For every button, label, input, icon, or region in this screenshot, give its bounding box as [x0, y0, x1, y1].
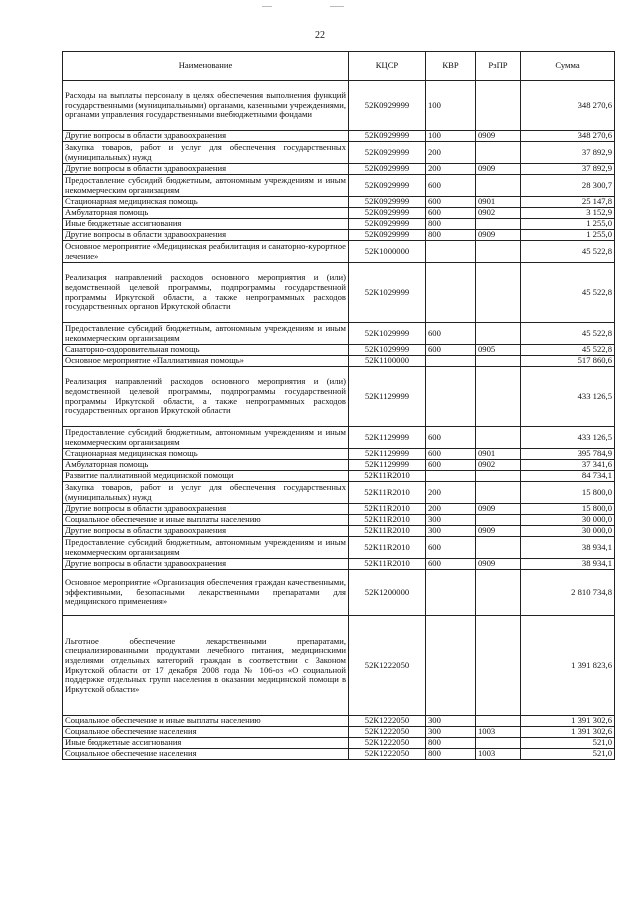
row-name: Расходы на выплаты персоналу в целях обеспечения выполнения функций государственными (муниципальными) органами, казенными учреждениями, органами управления государственными внебюджетными фондами — [63, 81, 349, 131]
row-name: Основное мероприятие «Медицинская реабилитация и санаторно-курортное лечение» — [63, 241, 349, 263]
row-rzpr: 0901 — [476, 449, 521, 460]
row-kcsr: 52К1222050 — [349, 749, 426, 760]
row-sum: 521,0 — [521, 738, 615, 749]
row-kcsr: 52К11R2010 — [349, 482, 426, 504]
table-row — [63, 197, 615, 208]
table-row — [63, 504, 615, 515]
row-name: Социальное обеспечение и иные выплаты населению — [63, 515, 349, 526]
row-rzpr: 0909 — [476, 230, 521, 241]
row-sum: 348 270,6 — [521, 131, 615, 142]
row-sum: 37 892,9 — [521, 164, 615, 175]
row-kvr: 800 — [426, 738, 476, 749]
row-sum: 15 800,0 — [521, 482, 615, 504]
table-row — [63, 345, 615, 356]
header-name: Наименование — [63, 52, 349, 81]
row-name: Санаторно-оздоровительная помощь — [63, 345, 349, 356]
row-kvr: 100 — [426, 131, 476, 142]
scan-artifact — [330, 6, 344, 7]
table-row — [63, 427, 615, 449]
row-name: Иные бюджетные ассигнования — [63, 219, 349, 230]
header-rzpr: РзПР — [476, 52, 521, 81]
row-kcsr: 52К1129999 — [349, 367, 426, 427]
row-kvr: 600 — [426, 427, 476, 449]
table-row — [63, 727, 615, 738]
row-kcsr: 52К11R2010 — [349, 504, 426, 515]
row-sum: 38 934,1 — [521, 559, 615, 570]
row-sum: 25 147,8 — [521, 197, 615, 208]
row-name: Предоставление субсидий бюджетным, автономным учреждениям и иным некоммерческим организациям — [63, 537, 349, 559]
row-name: Реализация направлений расходов основного мероприятия и (или) ведомственной целевой программы, подпрограммы государственной программы Иркутской области, а также непрограммных расходов государственных органов Иркутской области — [63, 367, 349, 427]
row-kcsr: 52К1222050 — [349, 616, 426, 716]
row-rzpr — [476, 356, 521, 367]
row-kcsr: 52К0929999 — [349, 131, 426, 142]
row-kvr — [426, 263, 476, 323]
row-rzpr — [476, 241, 521, 263]
table-row — [63, 537, 615, 559]
table-row — [63, 515, 615, 526]
table-row — [63, 142, 615, 164]
row-name: Развитие паллиативной медицинской помощи — [63, 471, 349, 482]
row-sum: 45 522,8 — [521, 345, 615, 356]
row-rzpr — [476, 142, 521, 164]
row-kvr — [426, 570, 476, 616]
row-rzpr — [476, 367, 521, 427]
table-row — [63, 559, 615, 570]
row-name: Амбулаторная помощь — [63, 460, 349, 471]
row-name: Социальное обеспечение населения — [63, 727, 349, 738]
row-kcsr: 52К1029999 — [349, 323, 426, 345]
row-rzpr: 0909 — [476, 526, 521, 537]
row-sum: 30 000,0 — [521, 526, 615, 537]
row-sum: 45 522,8 — [521, 323, 615, 345]
row-kvr: 100 — [426, 81, 476, 131]
row-name: Основное мероприятие «Организация обеспечения граждан качественными, эффективными, безопасными лекарственными препаратами для медицинского применения» — [63, 570, 349, 616]
table-row — [63, 356, 615, 367]
row-kcsr: 52К0929999 — [349, 197, 426, 208]
header-kcsr: КЦСР — [349, 52, 426, 81]
row-kvr: 200 — [426, 482, 476, 504]
row-rzpr: 1003 — [476, 749, 521, 760]
row-name: Другие вопросы в области здравоохранения — [63, 131, 349, 142]
row-sum: 28 300,7 — [521, 175, 615, 197]
table-row — [63, 131, 615, 142]
table-row — [63, 219, 615, 230]
row-kvr: 300 — [426, 526, 476, 537]
row-kvr: 200 — [426, 504, 476, 515]
row-kcsr: 52К11R2010 — [349, 515, 426, 526]
row-kvr: 600 — [426, 460, 476, 471]
row-kcsr: 52К0929999 — [349, 164, 426, 175]
row-rzpr — [476, 219, 521, 230]
row-kcsr: 52К1029999 — [349, 263, 426, 323]
row-name: Основное мероприятие «Паллиативная помощь» — [63, 356, 349, 367]
table-row — [63, 749, 615, 760]
row-kcsr: 52К1222050 — [349, 738, 426, 749]
row-kcsr: 52К0929999 — [349, 142, 426, 164]
row-kcsr: 52К1222050 — [349, 716, 426, 727]
row-sum: 45 522,8 — [521, 263, 615, 323]
table-row — [63, 81, 615, 131]
row-rzpr — [476, 570, 521, 616]
row-kcsr: 52К0929999 — [349, 230, 426, 241]
row-name: Другие вопросы в области здравоохранения — [63, 230, 349, 241]
row-kcsr: 52К1129999 — [349, 460, 426, 471]
row-rzpr — [476, 738, 521, 749]
row-kcsr: 52К1000000 — [349, 241, 426, 263]
row-rzpr — [476, 81, 521, 131]
row-sum: 15 800,0 — [521, 504, 615, 515]
row-kcsr: 52К1222050 — [349, 727, 426, 738]
row-rzpr — [476, 482, 521, 504]
budget-table — [62, 51, 615, 760]
row-name: Предоставление субсидий бюджетным, автономным учреждениям и иным некоммерческим организациям — [63, 323, 349, 345]
table-row — [63, 208, 615, 219]
row-sum: 1 255,0 — [521, 230, 615, 241]
row-kvr: 600 — [426, 197, 476, 208]
row-sum: 433 126,5 — [521, 427, 615, 449]
table-row — [63, 738, 615, 749]
row-kvr: 600 — [426, 449, 476, 460]
row-kvr: 800 — [426, 230, 476, 241]
row-sum: 37 341,6 — [521, 460, 615, 471]
table-row — [63, 323, 615, 345]
row-rzpr — [476, 427, 521, 449]
row-kvr: 600 — [426, 537, 476, 559]
row-kcsr: 52К1129999 — [349, 427, 426, 449]
table-row — [63, 570, 615, 616]
row-kcsr: 52К1100000 — [349, 356, 426, 367]
scan-artifact — [262, 6, 272, 7]
row-kvr: 800 — [426, 749, 476, 760]
row-sum: 84 734,1 — [521, 471, 615, 482]
row-sum: 45 522,8 — [521, 241, 615, 263]
row-rzpr: 0909 — [476, 131, 521, 142]
row-sum: 348 270,6 — [521, 81, 615, 131]
row-rzpr: 0905 — [476, 345, 521, 356]
row-name: Социальное обеспечение населения — [63, 749, 349, 760]
row-kvr: 200 — [426, 142, 476, 164]
row-kcsr: 52К11R2010 — [349, 537, 426, 559]
row-rzpr: 0901 — [476, 197, 521, 208]
row-kcsr: 52К11R2010 — [349, 526, 426, 537]
table-row — [63, 716, 615, 727]
row-kvr: 600 — [426, 559, 476, 570]
table-row — [63, 616, 615, 716]
row-sum: 517 860,6 — [521, 356, 615, 367]
row-sum: 1 391 302,6 — [521, 716, 615, 727]
table-row — [63, 175, 615, 197]
row-kcsr: 52К1029999 — [349, 345, 426, 356]
header-kvr: КВР — [426, 52, 476, 81]
row-rzpr: 0909 — [476, 559, 521, 570]
row-kvr — [426, 367, 476, 427]
row-rzpr — [476, 716, 521, 727]
row-rzpr — [476, 515, 521, 526]
row-rzpr: 0909 — [476, 164, 521, 175]
row-sum: 30 000,0 — [521, 515, 615, 526]
header-sum: Сумма — [521, 52, 615, 81]
row-name: Реализация направлений расходов основного мероприятия и (или) ведомственной целевой программы, подпрограммы государственной программы Иркутской области, а также непрограммных расходов государственных органов Иркутской области — [63, 263, 349, 323]
row-name: Другие вопросы в области здравоохранения — [63, 164, 349, 175]
row-sum: 1 391 302,6 — [521, 727, 615, 738]
row-name: Другие вопросы в области здравоохранения — [63, 559, 349, 570]
row-rzpr — [476, 471, 521, 482]
row-kcsr: 52К11R2010 — [349, 559, 426, 570]
row-name: Другие вопросы в области здравоохранения — [63, 504, 349, 515]
row-kvr: 200 — [426, 164, 476, 175]
row-kcsr: 52К0929999 — [349, 175, 426, 197]
row-kvr — [426, 471, 476, 482]
row-name: Социальное обеспечение и иные выплаты населению — [63, 716, 349, 727]
row-kvr: 300 — [426, 515, 476, 526]
table-row — [63, 263, 615, 323]
row-kvr: 300 — [426, 727, 476, 738]
row-kvr: 600 — [426, 208, 476, 219]
row-sum: 1 255,0 — [521, 219, 615, 230]
row-rzpr: 0902 — [476, 460, 521, 471]
row-kcsr: 52К0929999 — [349, 81, 426, 131]
row-name: Закупка товаров, работ и услуг для обеспечения государственных (муниципальных) нужд — [63, 482, 349, 504]
row-kvr: 800 — [426, 219, 476, 230]
row-sum: 395 784,9 — [521, 449, 615, 460]
row-name: Амбулаторная помощь — [63, 208, 349, 219]
row-rzpr: 0909 — [476, 504, 521, 515]
table-row — [63, 526, 615, 537]
row-sum: 2 810 734,8 — [521, 570, 615, 616]
row-kvr: 600 — [426, 175, 476, 197]
row-kvr — [426, 616, 476, 716]
row-rzpr — [476, 263, 521, 323]
row-kcsr: 52К11R2010 — [349, 471, 426, 482]
row-kvr — [426, 241, 476, 263]
table-row — [63, 460, 615, 471]
row-rzpr — [476, 175, 521, 197]
table-row — [63, 449, 615, 460]
table-row — [63, 471, 615, 482]
row-name: Закупка товаров, работ и услуг для обеспечения государственных (муниципальных) нужд — [63, 142, 349, 164]
row-kvr: 300 — [426, 716, 476, 727]
row-sum: 433 126,5 — [521, 367, 615, 427]
row-sum: 3 152,9 — [521, 208, 615, 219]
row-rzpr: 0902 — [476, 208, 521, 219]
row-name: Льготное обеспечение лекарственными препаратами, специализированными продуктами лечебного питания, медицинскими изделиями отдельных категорий граждан в соответствии с Законом Иркутской области от 17 декабря 2008 года № 106-оз «О социальной поддержке отдельных групп населения в оказании медицинской помощи в Иркутской области» — [63, 616, 349, 716]
row-name: Предоставление субсидий бюджетным, автономным учреждениям и иным некоммерческим организациям — [63, 427, 349, 449]
row-name: Предоставление субсидий бюджетным, автономным учреждениям и иным некоммерческим организациям — [63, 175, 349, 197]
row-name: Стационарная медицинская помощь — [63, 197, 349, 208]
row-kvr: 600 — [426, 323, 476, 345]
row-rzpr: 1003 — [476, 727, 521, 738]
row-rzpr — [476, 537, 521, 559]
table-row — [63, 482, 615, 504]
page-number: 22 — [315, 30, 325, 41]
row-name: Иные бюджетные ассигнования — [63, 738, 349, 749]
row-kcsr: 52К1200000 — [349, 570, 426, 616]
row-kvr: 600 — [426, 345, 476, 356]
row-rzpr — [476, 323, 521, 345]
row-kcsr: 52К0929999 — [349, 219, 426, 230]
row-name: Другие вопросы в области здравоохранения — [63, 526, 349, 537]
row-sum: 521,0 — [521, 749, 615, 760]
row-sum: 38 934,1 — [521, 537, 615, 559]
row-sum: 37 892,9 — [521, 142, 615, 164]
table-header — [63, 52, 615, 81]
table-row — [63, 164, 615, 175]
row-kvr — [426, 356, 476, 367]
table-row — [63, 367, 615, 427]
table-body — [63, 81, 615, 760]
header-row — [63, 52, 615, 81]
row-sum: 1 391 823,6 — [521, 616, 615, 716]
table-row — [63, 230, 615, 241]
row-kcsr: 52К0929999 — [349, 208, 426, 219]
row-rzpr — [476, 616, 521, 716]
row-kcsr: 52К1129999 — [349, 449, 426, 460]
table-row — [63, 241, 615, 263]
row-name: Стационарная медицинская помощь — [63, 449, 349, 460]
